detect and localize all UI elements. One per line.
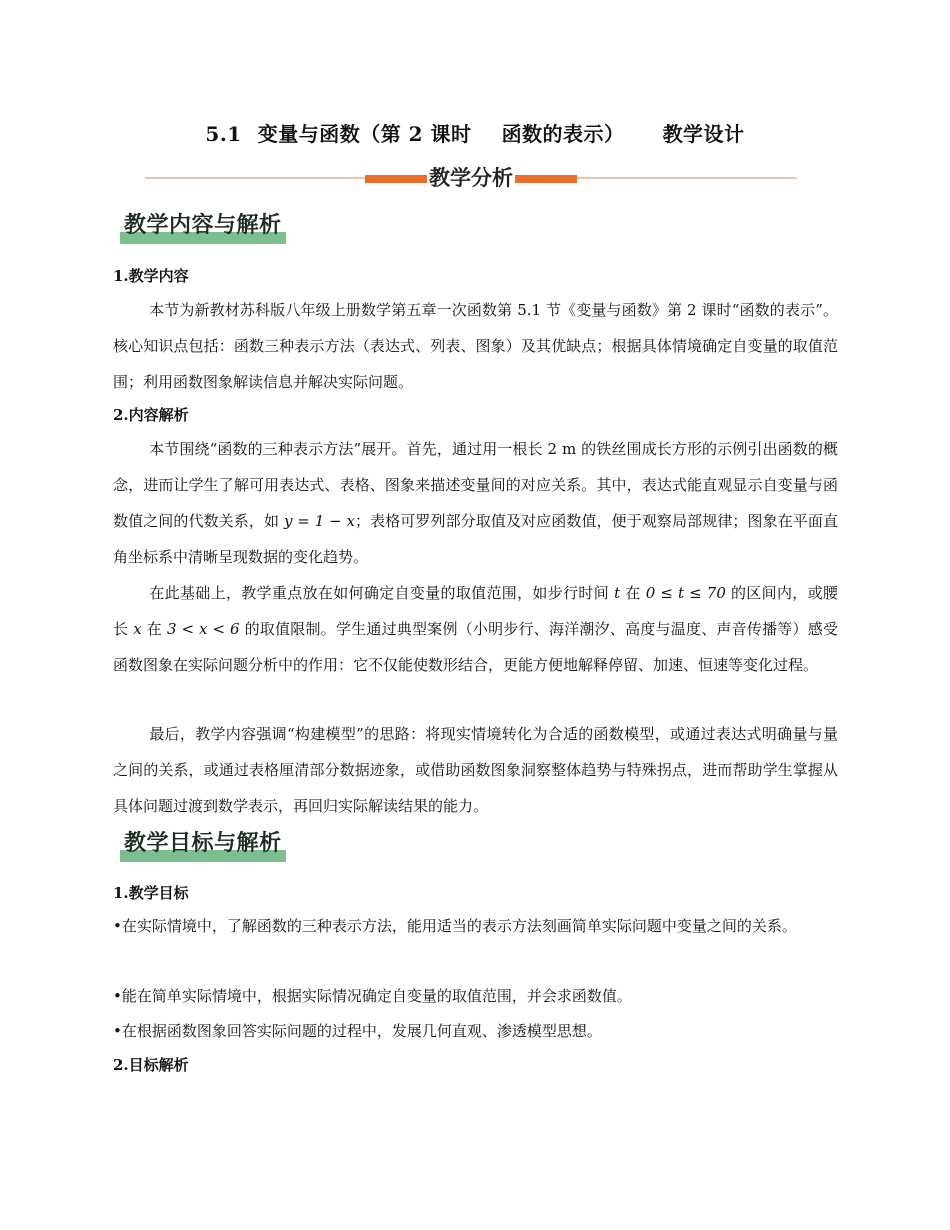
subheading-goal-analysis: 2.目标解析 bbox=[113, 1056, 189, 1074]
title-main: 变量与函数（第 2 课时 bbox=[257, 122, 472, 146]
math-expression: 3 < x < 6 bbox=[166, 620, 240, 638]
title-number: 5.1 bbox=[205, 122, 242, 146]
goal-item: •能在简单实际情境中，根据实际情况确定自变量的取值范围，并会求函数值。 bbox=[113, 987, 632, 1005]
paragraph-text: 的取值限制。学生通过典型案例（小明步行、海洋潮汐、高度与温度、声音传播等）感受函数图象在实际问题分析中的作用：它不仅能使数形结合，更能方便地解释停留、加速、恒速等变化过程。 bbox=[113, 620, 838, 674]
subheading-goals: 1.教学目标 bbox=[113, 884, 189, 902]
math-expression: y = 1 − x bbox=[283, 512, 356, 530]
heading-text: 教学内容与解析 bbox=[124, 212, 282, 238]
banner-line-left bbox=[145, 177, 365, 179]
paragraph-text: 在此基础上，教学重点放在如何确定自变量的取值范围，如步行时间 bbox=[149, 584, 610, 602]
goal-item: •在根据函数图象回答实际问题的过程中，发展几何直观、渗透模型思想。 bbox=[113, 1022, 602, 1040]
title-suffix: 教学设计 bbox=[662, 122, 745, 146]
paragraph-analysis-2 bbox=[113, 575, 838, 683]
paragraph-text: ；表格可罗列部分取值及对应函数值，便于观察局部规律；图象在平面直角坐标系中清晰呈现数据的变化趋势。 bbox=[113, 512, 838, 566]
heading-text: 教学目标与解析 bbox=[124, 830, 282, 856]
page-title bbox=[0, 118, 950, 147]
banner-label: 教学分析 bbox=[429, 165, 513, 190]
paragraph-text: 在 bbox=[625, 584, 641, 602]
math-expression: 0 ≤ t ≤ 70 bbox=[645, 584, 726, 602]
banner-bar-left bbox=[365, 175, 427, 183]
paragraph-content bbox=[113, 292, 838, 400]
paragraph-text: 的区间内，或腰长 bbox=[113, 584, 838, 638]
paragraph-analysis-1 bbox=[113, 431, 838, 575]
banner-line-right bbox=[577, 177, 797, 179]
math-variable: x bbox=[133, 620, 142, 638]
goal-item: •在实际情境中，了解函数的三种表示方法，能用适当的表示方法刻画简单实际问题中变量之间的关系。 bbox=[113, 917, 797, 935]
banner-bar-right bbox=[515, 175, 577, 183]
subheading-analysis: 2.内容解析 bbox=[113, 406, 189, 424]
subheading-content: 1.教学内容 bbox=[113, 267, 189, 285]
paragraph-text: 本节围绕“函数的三种表示方法”展开。首先，通过用一根长 2 m 的铁丝围成长方形的示例引出函数的概念，进而让学生了解可用表达式、表格、图象来描述变量间的对应关系。其中，表达式能直观显示自变量与函数值之间的代数关系，如 bbox=[113, 440, 838, 530]
paragraph-text: 最后，教学内容强调“构建模型”的思路：将现实情境转化为合适的函数模型，或通过表达式明确量与量之间的关系，或通过表格厘清部分数据迹象，或借助函数图象洞察整体趋势与特殊拐点，进而帮助学生掌握从具体问题过渡到数学表示，再回归实际解读结果的能力。 bbox=[113, 725, 838, 815]
paragraph-text: 本节为新教材苏科版八年级上册数学第五章一次函数第 5.1 节《变量与函数》第 2 课时“函数的表示”。核心知识点包括：函数三种表示方法（表达式、列表、图象）及其优缺点；根据具体情境确定自变量的取值范围；利用函数图象解读信息并解决实际问题。 bbox=[113, 301, 838, 391]
math-variable: t bbox=[614, 584, 621, 602]
paragraph-analysis-3 bbox=[113, 716, 838, 824]
section-banner bbox=[145, 162, 797, 192]
title-sub: 函数的表示） bbox=[501, 122, 625, 146]
paragraph-text: 在 bbox=[146, 620, 162, 638]
